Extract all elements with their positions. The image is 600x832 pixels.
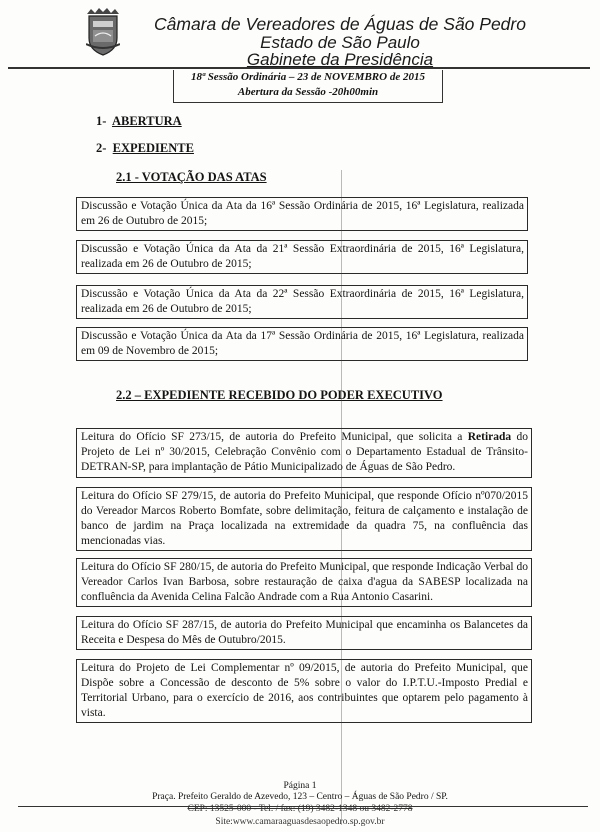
section-title: EXPEDIENTE (112, 141, 194, 155)
item-text: do Projeto de Lei nº 30/2015, Celebração Convênio com o Departamento Estadual de Trânsito-DETRAN-SP, para implantação de Pátio Municipalizado de Águas de São Pedro. (81, 431, 529, 473)
section-number: 2- (96, 141, 107, 155)
session-header-box (173, 70, 443, 103)
executivo-item: Leitura do Projeto de Lei Complementar nº 09/2015, de autoria do Prefeito Municipal, que Dispõe sobre a Concessão de desconto de 5% sobre o valor do I.P.T.U.-Imposto Predial e Territorial Urbano, para o exercício de 2016, aos contribuintes que optarem pelo pagamento à vista. (76, 659, 532, 723)
office-name: Gabinete da Presidência (246, 50, 434, 69)
session-opening: Abertura da Sessão -20h00min (237, 86, 379, 98)
page-number: Página 1 (283, 781, 317, 791)
executivo-item: Leitura do Ofício SF 279/15, de autoria do Prefeito Municipal, que responde Ofício nº070/2015 do Vereador Marcos Roberto Bomfate, sobre delimitação, feitura de calçamento e instalação de banco de jardim na Praça localizada na extremidade da quadra 75, na confluência das mencionadas vias. (76, 487, 532, 551)
section-title: 2.1 - VOTAÇÃO DAS ATAS (116, 170, 267, 184)
page-fold-line (341, 170, 342, 825)
footer-site: Site:www.camaraaguasdesaopedro.sp.gov.br (215, 817, 385, 827)
ata-item: Discussão e Votação Única da Ata da 17ª Sessão Ordinária de 2015, 16ª Legislatura, realizada em 09 de Novembro de 2015; (76, 327, 528, 361)
section-votacao-atas (116, 170, 267, 185)
section-expediente-executivo (116, 388, 443, 403)
header-divider (8, 67, 590, 69)
executivo-item: Leitura do Ofício SF 280/15, de autoria do Prefeito Municipal, que responde Indicação Verbal do Vereador Carlos Ivan Barbosa, sobre restauração de caixa d'agua da SABESP localizada na confluência da Avenida Celina Falcão Andrade com a Rua Antonio Casarini. (76, 558, 532, 607)
ata-item: Discussão e Votação Única da Ata da 21ª Sessão Extraordinária de 2015, 16ª Legislatura, realizada em 26 de Outubro de 2015; (76, 240, 528, 274)
state-name: Estado de São Paulo (260, 33, 420, 52)
footer-address: Praça. Prefeito Geraldo de Azevedo, 123 – Centro – Águas de São Pedro / SP. (152, 792, 448, 802)
footer-phone: CEP: 13525-000 - Tel. / fax: (19) 3482-1348 ou 3482-2778 (187, 804, 413, 814)
session-title: 18ª Sessão Ordinária – 23 de NOVEMBRO de 2015 (191, 71, 425, 83)
section-title: ABERTURA (111, 114, 182, 128)
item-text: Leitura do Ofício SF 273/15, de autoria do Prefeito Municipal, que solicita a (81, 431, 468, 443)
executivo-item (76, 428, 532, 478)
item-emphasis: Retirada (467, 431, 512, 443)
section-number: 1- (96, 114, 107, 128)
section-expediente (96, 141, 194, 156)
section-abertura (96, 114, 182, 129)
ata-item: Discussão e Votação Única da Ata da 16ª Sessão Ordinária de 2015, 16ª Legislatura, realizada em 26 de Outubro de 2015; (76, 197, 528, 231)
section-title: 2.2 – EXPEDIENTE RECEBIDO DO PODER EXECUTIVO (116, 388, 443, 402)
executivo-item: Leitura do Ofício SF 287/15, de autoria do Prefeito Municipal que encaminha os Balancetes da Receita e Despesa do Mês de Outubro/2015. (76, 616, 532, 650)
chamber-name: Câmara de Vereadores de Águas de São Pedro (154, 14, 526, 34)
ata-item: Discussão e Votação Única da Ata da 22ª Sessão Extraordinária de 2015, 16ª Legislatura, realizada em 26 de Outubro de 2015; (76, 285, 528, 319)
